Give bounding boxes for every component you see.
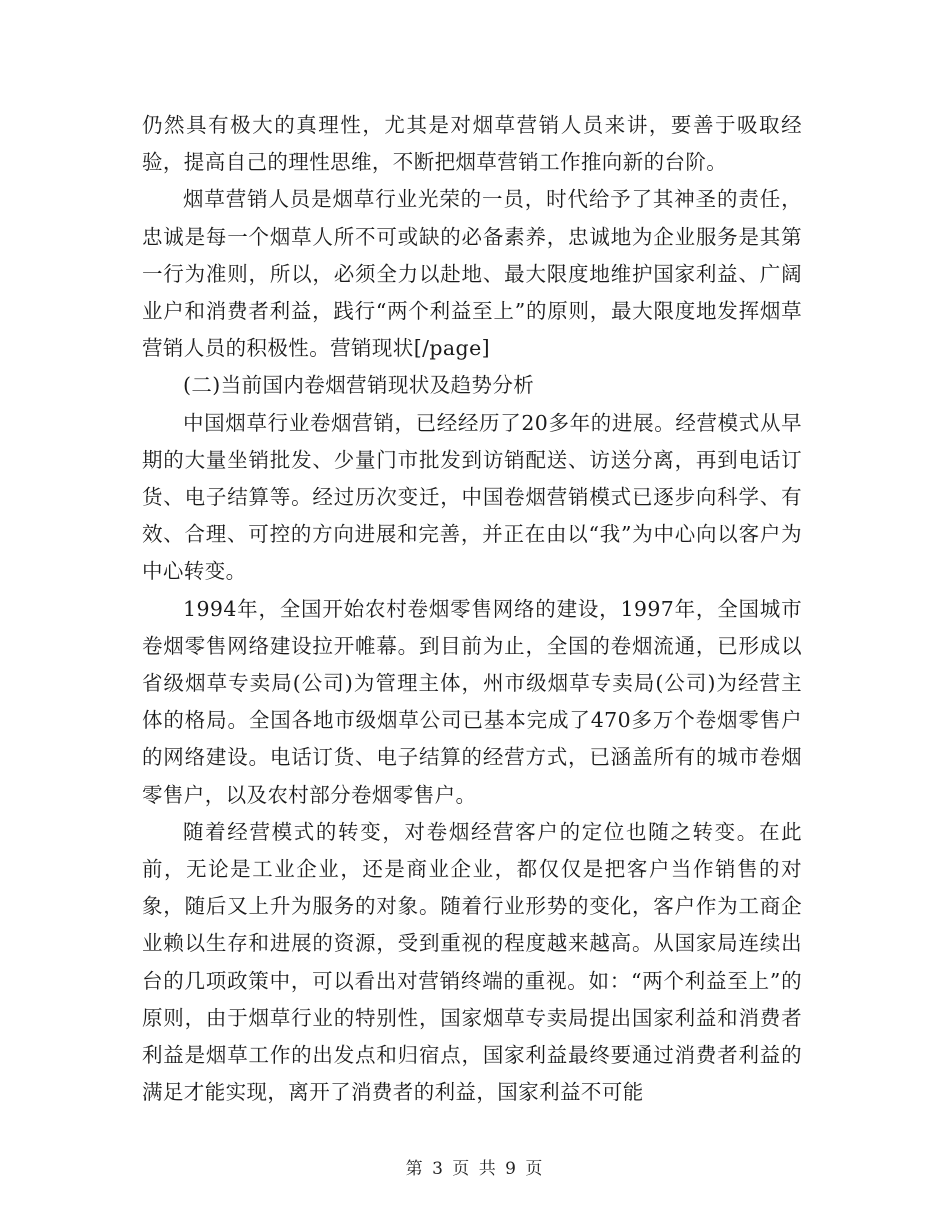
document-body [142, 107, 802, 1111]
paragraph: 仍然具有极大的真理性，尤其是对烟草营销人员来讲，要善于吸取经验，提高自己的理性思维，不断把烟草营销工作推向新的台阶。 [142, 113, 802, 175]
page-number-footer: 第 3 页 共 9 页 [405, 1159, 545, 1179]
section-heading: (二)当前国内卷烟营销现状及趋势分析 [183, 373, 535, 398]
paragraph: 1994年，全国开始农村卷烟零售网络的建设，1997年，全国城市卷烟零售网络建设拉开帷幕。到目前为止，全国的卷烟流通，已形成以省级烟草专卖局(公司)为管理主体，州市级烟草专卖局(公司)为经营主体的格局。全国各地市级烟草公司已基本完成了470多万个卷烟零售户的网络建设。电话订货、电子结算的经营方式，已涵盖所有的城市卷烟零售户，以及农村部分卷烟零售户。 [142, 596, 802, 807]
paragraph: 烟草营销人员是烟草行业光荣的一员，时代给予了其神圣的责任，忠诚是每一个烟草人所不可或缺的必备素养，忠诚地为企业服务是其第一行为准则，所以，必须全力以赴地、最大限度地维护国家利益、广阔业户和消费者利益，践行“两个利益至上”的原则，最大限度地发挥烟草营销人员的积极性。营销现状[/page] [142, 187, 802, 361]
paragraph: 随着经营模式的转变，对卷烟经营客户的定位也随之转变。在此前，无论是工业企业，还是商业企业，都仅仅是把客户当作销售的对象，随后又上升为服务的对象。随着行业形势的变化，客户作为工商企业赖以生存和进展的资源，受到重视的程度越来越高。从国家局连续出台的几项政策中，可以看出对营销终端的重视。如：“两个利益至上”的原则，由于烟草行业的特别性，国家烟草专卖局提出国家利益和消费者利益是烟草工作的出发点和归宿点，国家利益最终要通过消费者利益的满足才能实现，离开了消费者的利益，国家利益不可能 [142, 819, 802, 1105]
paragraph: 中国烟草行业卷烟营销，已经经历了20多年的进展。经营模式从早期的大量坐销批发、少量门市批发到访销配送、访送分离，再到电话订货、电子结算等。经过历次变迁，中国卷烟营销模式已逐步向科学、有效、合理、可控的方向进展和完善，并正在由以“我”为中心向以客户为中心转变。 [142, 410, 802, 584]
